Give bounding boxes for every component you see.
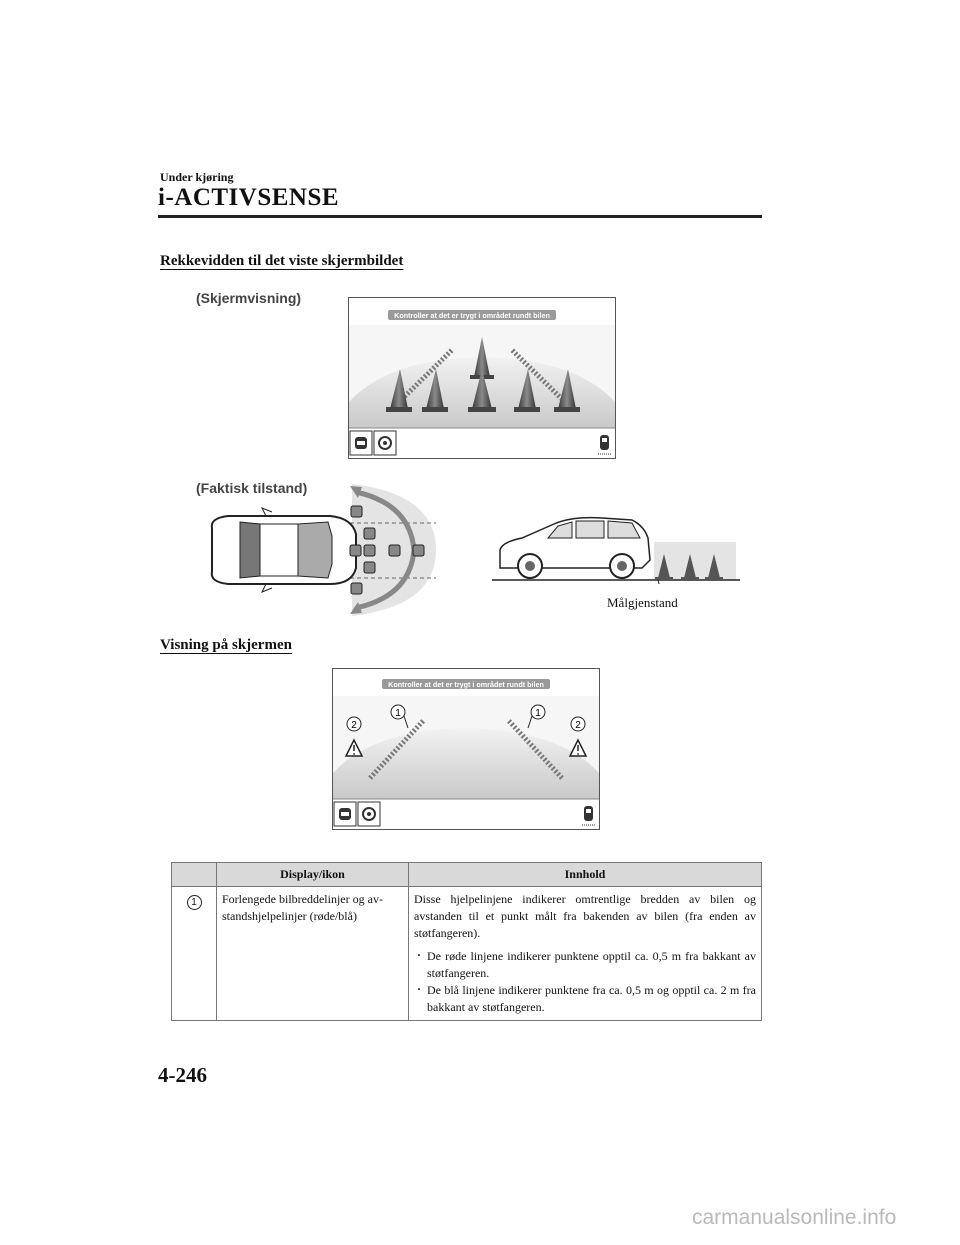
view-switch-icon — [355, 437, 367, 449]
header-rule — [158, 215, 762, 218]
section-label: Under kjøring — [160, 170, 234, 184]
callout-1-left: 1 — [395, 708, 401, 719]
view-switch-icon — [339, 808, 351, 820]
table-row-text: Disse hjelpelinjene indikerer omtrentlige bredden av bilen og avstanden til et punkt målt fra bakenden av bilen (fra enden av støtfangeren). — [414, 892, 756, 941]
table-row-content — [409, 887, 762, 1021]
display-heading: Visning på skjermen — [160, 637, 292, 653]
page-number: 4-246 — [158, 1063, 207, 1087]
target-label: Målgjenstand — [607, 595, 678, 610]
car-side-view-icon — [500, 518, 650, 578]
table-header-icon-col — [172, 863, 217, 887]
range-heading: Rekkevidden til det viste skjermbildet — [160, 253, 404, 269]
info-table — [171, 862, 762, 1021]
screen-view-label: (Skjermvisning) — [196, 290, 302, 306]
table-row-label: Forlengede bilbreddelinjer og avstandshjelpelinjer (røde/blå) — [217, 887, 409, 1021]
table-header-content: Innhold — [409, 863, 762, 887]
top-view-diagram — [200, 478, 440, 623]
screen-view-image — [348, 297, 616, 459]
bullet-item: · De blå linjene indikerer punktene fra ca. 0,5 m og opptil ca. 2 m fra bakkant av støtfangeren. — [414, 982, 756, 1016]
screen-banner: Kontroller at det er trygt i området rundt bilen — [394, 311, 550, 320]
table-row — [172, 887, 762, 1021]
car-top-view-icon — [212, 508, 356, 592]
side-view-diagram — [492, 512, 740, 584]
display-banner: Kontroller at det er trygt i området rundt bilen — [388, 680, 544, 689]
bullet-list — [414, 948, 756, 1016]
table-header-row — [172, 863, 762, 887]
watermark: carmanualsonline.info — [692, 1206, 897, 1229]
table-row-marker — [172, 887, 217, 1021]
chapter-title: i-ACTIVSENSE — [158, 184, 340, 211]
table-header-display: Display/ikon — [217, 863, 409, 887]
number-marker: 1 — [187, 895, 202, 910]
display-screen-image — [332, 668, 600, 830]
callout-2-left: 2 — [351, 720, 357, 731]
callout-1-right: 1 — [535, 708, 541, 719]
bullet-item: · De røde linjene indikerer punktene opptil ca. 0,5 m fra bakkant av støtfangeren. — [414, 948, 756, 982]
callout-2-right: 2 — [575, 720, 581, 731]
actual-view-label: (Faktisk tilstand) — [196, 480, 308, 496]
